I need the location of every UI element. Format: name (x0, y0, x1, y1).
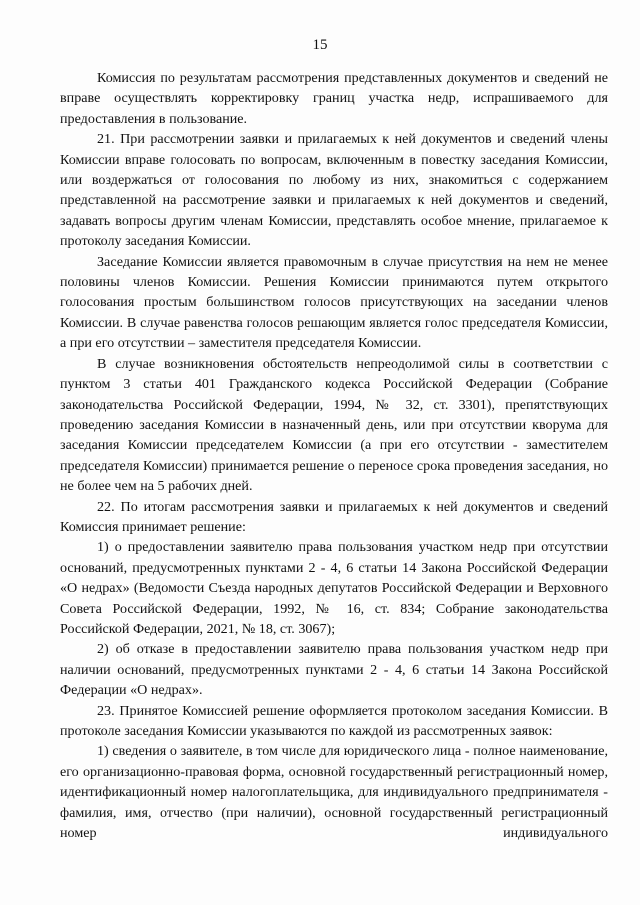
paragraph-22-decision-intro: 22. По итогам рассмотрения заявки и прилагаемых к ней документов и сведений Комиссия принимает решение: (60, 498, 608, 535)
paragraph-commission-no-boundary-adjustment: Комиссия по результатам рассмотрения представленных документов и сведений не вправе осуществлять корректировку границ участка недр, испрашиваемого для предоставления в пользование. (60, 70, 608, 127)
document-body (60, 68, 608, 843)
paragraph-22-2-refusal: 2) об отказе в предоставлении заявителю права пользования участком недр при наличии оснований, предусмотренных пунктами 2 - 4, 6 статьи 14 Закона Российской Федерации «О недрах». (60, 641, 608, 699)
paragraph-21-member-rights: 21. При рассмотрении заявки и прилагаемых к ней документов и сведений члены Комиссии вправе голосовать по вопросам, включенным в повестку заседания Комиссии, или воздержаться от голосования по любому из них, знакомиться с содержанием представленной на рассмотрение заявки и прилагаемых к ней документов и сведений, задавать вопросы другим членам Комиссии, представлять особое мнение, прилагаемое к протоколу заседания Комиссии. (60, 131, 608, 250)
paragraph-23-1-applicant-info: 1) сведения о заявителе, в том числе для юридического лица - полное наименование, его организационно-правовая форма, основной государственный регистрационный номер, идентификационный номер налогоплательщика, для индивидуального предпринимателя - фамилия, имя, отчество (при наличии), основной государственный регистрационный номер индивидуального (60, 743, 608, 842)
page-number: 15 (312, 37, 328, 53)
paragraph-force-majeure-postponement: В случае возникновения обстоятельств непреодолимой силы в соответствии с пунктом 3 статьи 401 Гражданского кодекса Российской Федерации (Собрание законодательства Российской Федерации, 1994, № 32, ст. 3301), препятствующих проведению заседания Комиссии в назначенный день, или при отсутствии кворума для заседания Комиссии председателем Комиссии (а при его отсутствии - заместителем председателя Комиссии) принимается решение о переносе срока проведения заседания, но не более чем на 5 рабочих дней. (60, 355, 608, 495)
paragraph-23-protocol: 23. Принятое Комиссией решение оформляется протоколом заседания Комиссии. В протоколе заседания Комиссии указываются по каждой из рассмотренных заявок: (60, 702, 608, 739)
paragraph-22-1-grant-right: 1) о предоставлении заявителю права пользования участком недр при отсутствии оснований, предусмотренных пунктами 2 - 4, 6 статьи 14 Закона Российской Федерации «О недрах» (Ведомости Съезда народных депутатов Российской Федерации и Верховного Совета Российской Федерации, 1992, № 16, ст. 834; Собрание законодательства Российской Федерации, 2021, № 18, ст. 3067); (60, 539, 608, 637)
paragraph-quorum-voting: Заседание Комиссии является правомочным в случае присутствия на нем не менее половины членов Комиссии. Решения Комиссии принимаются путем открытого голосования простым большинством голосов присутствующих на заседании членов Комиссии. В случае равенства голосов решающим является голос председателя Комиссии, а при его отсутствии – заместителя председателя Комиссии. (60, 253, 608, 352)
